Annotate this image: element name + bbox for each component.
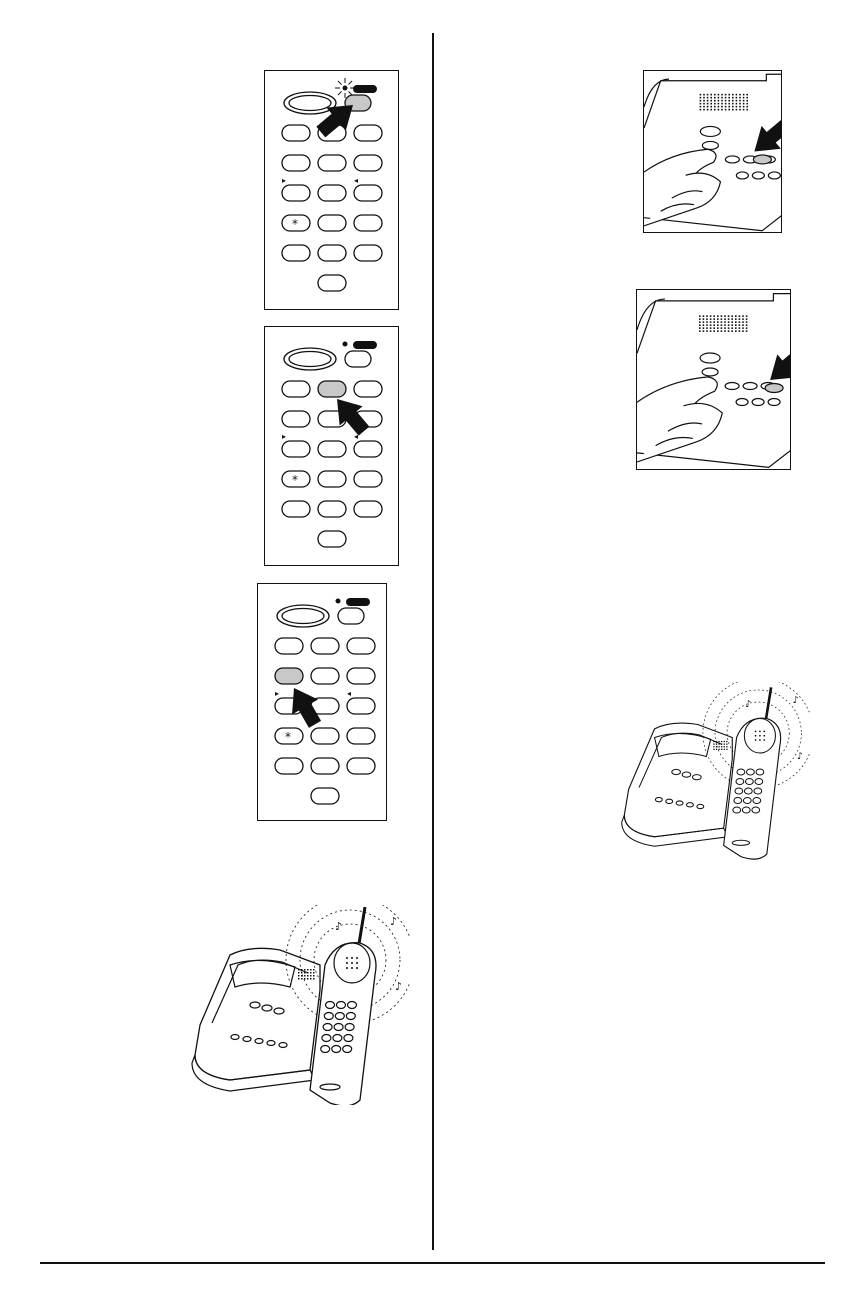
ring-glyph: ♪: [745, 699, 752, 711]
keypad-key: [275, 668, 303, 684]
keypad-key: [318, 441, 346, 457]
memory-button: [338, 608, 364, 624]
ring-glyph: ♪: [335, 920, 343, 933]
base-button: [752, 172, 764, 179]
keypad-key: [347, 728, 375, 744]
base-button: [743, 383, 757, 390]
keypad-figure-3: [257, 583, 387, 821]
keypad-key: [282, 411, 310, 427]
press-arrow: [281, 681, 328, 732]
keypad-key: [318, 245, 346, 261]
keypad-key: [311, 728, 339, 744]
keypad-key: [311, 638, 339, 654]
keypad-figure-2: [264, 326, 399, 566]
keypad-key: [354, 215, 382, 231]
keypad-key: [318, 185, 346, 201]
keypad-key: [347, 698, 375, 714]
keypad-key: [318, 215, 346, 231]
highlighted-base-button: [753, 155, 771, 164]
keypad-key: [347, 668, 375, 684]
keypad-key: [318, 381, 346, 397]
keypad-key: [311, 788, 339, 804]
keypad-figure-1: [264, 70, 399, 310]
base-outline: [637, 294, 791, 354]
phone-base: [624, 723, 732, 837]
speaker-grille: [699, 315, 747, 332]
keypad-key: [354, 471, 382, 487]
rewind-marker: ◂: [347, 689, 352, 698]
base-button: [752, 399, 764, 406]
star-key-glyph: *: [292, 473, 298, 487]
keypad-key: [275, 758, 303, 774]
keypad-key: [354, 155, 382, 171]
base-button: [702, 368, 718, 376]
cordless-phone-illustration-right: [620, 682, 810, 862]
indicator-led: [336, 599, 341, 604]
hand-icon: [644, 149, 720, 226]
base-button-figure-2: [636, 289, 791, 470]
keypad-key: [354, 185, 382, 201]
keypad-key: [354, 125, 382, 141]
keypad-key: [311, 758, 339, 774]
base-button: [768, 399, 780, 406]
playback-marker: ▸: [275, 689, 280, 698]
keypad-key: [318, 501, 346, 517]
memory-button: [345, 351, 371, 367]
keypad-key: [311, 668, 339, 684]
base-button: [725, 383, 739, 390]
keypad-key: [347, 758, 375, 774]
ring-glyph: ♪: [797, 751, 804, 763]
highlighted-base-button: [765, 384, 783, 393]
indicator-led: [343, 342, 348, 347]
keypad-key: [275, 638, 303, 654]
hand-icon: [637, 377, 722, 462]
cordless-phone-illustration-left: [190, 905, 410, 1105]
base-button: [736, 399, 748, 406]
keypad-key: [282, 155, 310, 171]
base-button-figure-1: [643, 70, 782, 233]
keypad-key: [318, 155, 346, 171]
base-button: [700, 126, 720, 136]
keypad-key: [354, 245, 382, 261]
indicator-led: [343, 86, 348, 91]
indicator-pill: [353, 85, 377, 93]
keypad-key: [318, 531, 346, 547]
keypad-key: [347, 638, 375, 654]
footer-rule: [40, 1262, 825, 1264]
star-key-glyph: *: [292, 217, 298, 231]
keypad-key: [318, 471, 346, 487]
base-button: [725, 156, 739, 163]
star-key-glyph: *: [285, 730, 291, 744]
column-divider: [432, 33, 434, 1250]
keypad-key: [282, 441, 310, 457]
base-button: [702, 141, 718, 149]
ring-glyph: ♪: [395, 980, 403, 993]
speaker-grille: [700, 94, 748, 111]
base-button: [768, 172, 780, 179]
phone-base: [195, 948, 320, 1080]
keypad-key: [282, 125, 310, 141]
rewind-marker: ◂: [354, 432, 359, 441]
keypad-key: [282, 381, 310, 397]
keypad-key: [282, 185, 310, 201]
keypad-key: [282, 501, 310, 517]
keypad-key: [318, 275, 346, 291]
base-button: [736, 172, 748, 179]
keypad-key: [354, 501, 382, 517]
keypad-key: [282, 245, 310, 261]
indicator-pill: [346, 598, 370, 606]
ring-glyph: ♪: [390, 915, 398, 928]
keypad-key: [354, 441, 382, 457]
rewind-marker: ◂: [354, 176, 359, 185]
base-outline: [644, 74, 782, 128]
ring-glyph: ♪: [792, 694, 799, 706]
playback-marker: ▸: [282, 432, 287, 441]
indicator-pill: [353, 341, 377, 349]
keypad-key: [354, 381, 382, 397]
playback-marker: ▸: [282, 176, 287, 185]
base-button: [700, 353, 720, 363]
